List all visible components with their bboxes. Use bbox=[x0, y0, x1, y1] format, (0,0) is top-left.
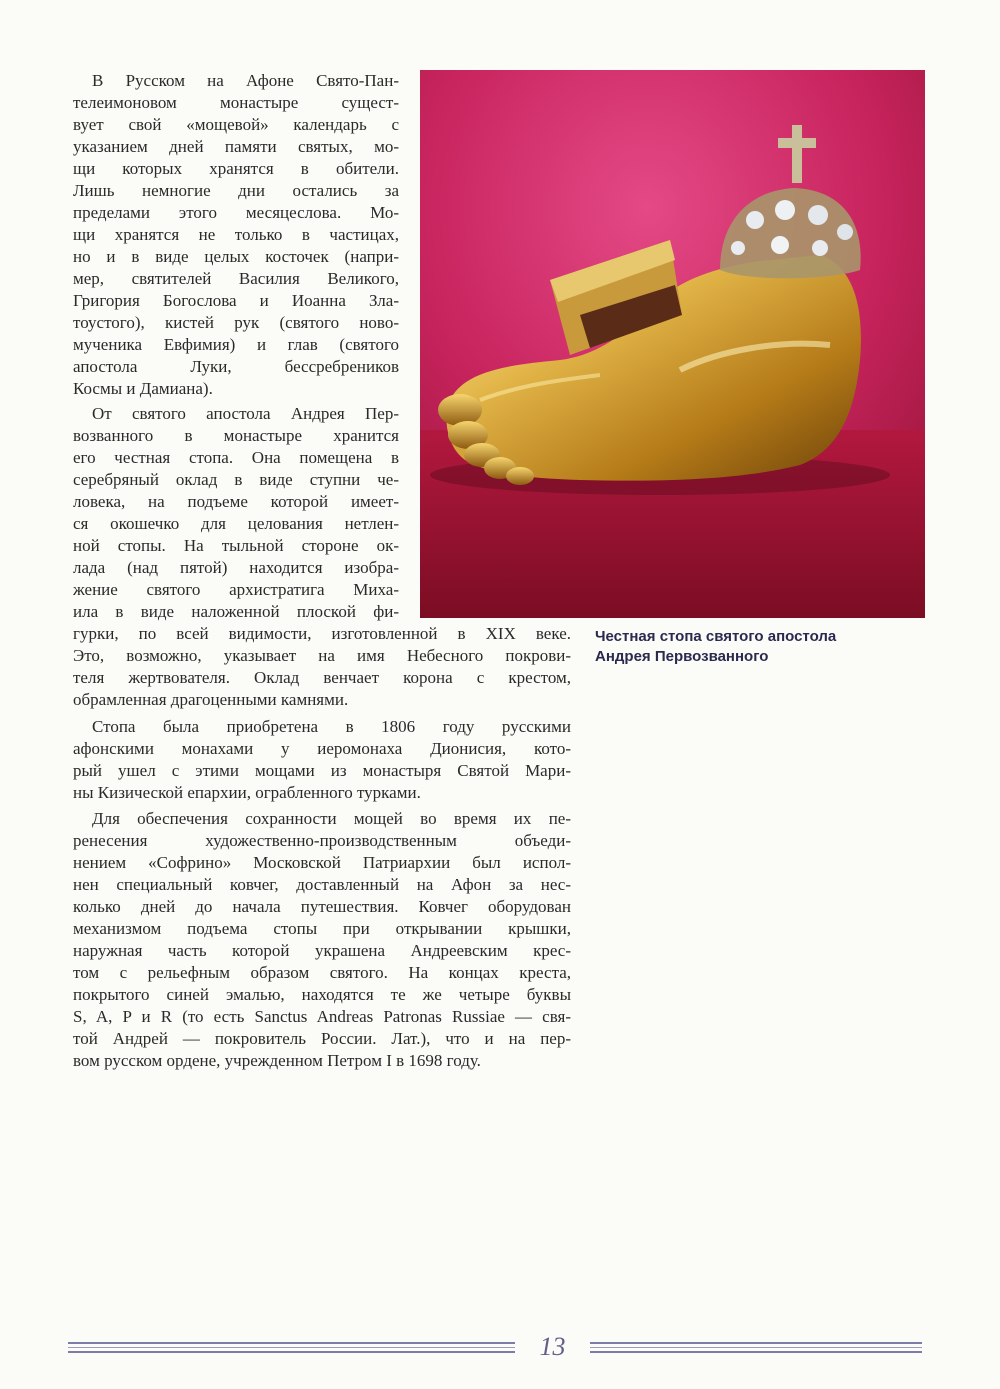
photo-caption bbox=[595, 627, 925, 667]
text-line: ной стопы. На тыльной стороне ок- bbox=[73, 536, 399, 555]
text-line: рый ушел с этими мощами из монастыря Святой Мари- bbox=[73, 761, 571, 780]
text-line: лада (над пятой) находится изобра- bbox=[73, 558, 399, 577]
text-line: Стопа была приобретена в 1806 году русскими bbox=[92, 717, 571, 736]
text-line: обрамленная драгоценными камнями. bbox=[73, 690, 349, 709]
text-line: покрытого синей эмалью, находятся те же четыре буквы bbox=[73, 985, 571, 1004]
text-line: жение святого архистратига Миха- bbox=[73, 580, 399, 599]
text-line: ся окошечко для целования нетлен- bbox=[73, 514, 399, 533]
text-line: его честная стопа. Она помещена в bbox=[73, 448, 399, 467]
text-line: щи хранятся не только в частицах, bbox=[73, 225, 399, 244]
text-line: щи которых хранятся в обители. bbox=[73, 159, 399, 178]
text-line: наружная часть которой украшена Андреевским крес- bbox=[73, 941, 571, 960]
text-line: апостола Луки, бессребреников bbox=[73, 357, 399, 376]
text-line: ны Кизической епархии, ограбленного турками. bbox=[73, 783, 421, 802]
text-line: механизмом подъема стопы при открывании крышки, bbox=[73, 919, 571, 938]
text-line: Космы и Дамиана). bbox=[73, 379, 213, 398]
text-line: нен специальный ковчег, доставленный на Афон за нес- bbox=[73, 875, 571, 894]
text-line: вом русском ордене, учрежденном Петром I в 1698 году. bbox=[73, 1051, 481, 1070]
text-line: пределами этого месяцеслова. Мо- bbox=[73, 203, 399, 222]
text-line: вует свой «мощевой» календарь с bbox=[73, 115, 399, 134]
text-line: Для обеспечения сохранности мощей во время их пе- bbox=[92, 809, 571, 828]
text-line: той Андрей — покровитель России. Лат.), что и на пер- bbox=[73, 1029, 571, 1048]
page-number: 13 bbox=[539, 1332, 566, 1361]
text-line: Это, возможно, указывает на имя Небесного покрови- bbox=[73, 646, 571, 665]
text-line: нением «Софрино» Московской Патриархии был испол- bbox=[73, 853, 571, 872]
text-line: В Русском на Афоне Свято-Пан- bbox=[92, 71, 399, 90]
text-line: мер, святителей Василия Великого, bbox=[73, 269, 399, 288]
text-line: теля жертвователя. Оклад венчает корона с крестом, bbox=[73, 668, 571, 687]
text-line: ила в виде наложенной плоской фи- bbox=[73, 602, 399, 621]
text-line: Лишь немногие дни остались за bbox=[73, 181, 399, 200]
footer-rule-right bbox=[590, 1342, 922, 1354]
text-line: том с рельефным образом святого. На концах креста, bbox=[73, 963, 571, 982]
text-line: телеимоновом монастыре сущест- bbox=[73, 93, 399, 112]
text-line: S, A, P и R (то есть Sanctus Andreas Patronas Russiae — свя- bbox=[73, 1007, 571, 1026]
text-line: афонскими монахами у иеромонаха Дионисия, кото- bbox=[73, 739, 571, 758]
text-line: но и в виде целых косточек (напри- bbox=[73, 247, 399, 266]
text-line: мученика Евфимия) и глав (святого bbox=[73, 335, 399, 354]
caption-line: Андрея Первозванного bbox=[595, 648, 769, 665]
text-line: серебряный оклад в виде ступни че- bbox=[73, 470, 399, 489]
text-line: ренесения художественно-производственным объеди- bbox=[73, 831, 571, 850]
text-line: тоустого), кистей рук (святого ново- bbox=[73, 313, 399, 332]
text-line: возванного в монастыре хранится bbox=[73, 426, 399, 445]
caption-line: Честная стопа святого апостола bbox=[595, 628, 837, 645]
footer-rule-left bbox=[68, 1342, 515, 1354]
text-line: Григория Богослова и Иоанна Зла- bbox=[73, 291, 399, 310]
text-line: гурки, по всей видимости, изготовленной в XIX веке. bbox=[73, 624, 571, 643]
text-line: ловека, на подъеме которой имеет- bbox=[73, 492, 399, 511]
text-line: указанием дней памяти святых, мо- bbox=[73, 137, 399, 156]
relic-photo bbox=[420, 70, 925, 618]
text-line: От святого апостола Андрея Пер- bbox=[92, 404, 399, 423]
text-line: колько дней до начала путешествия. Ковчег оборудован bbox=[73, 897, 571, 916]
